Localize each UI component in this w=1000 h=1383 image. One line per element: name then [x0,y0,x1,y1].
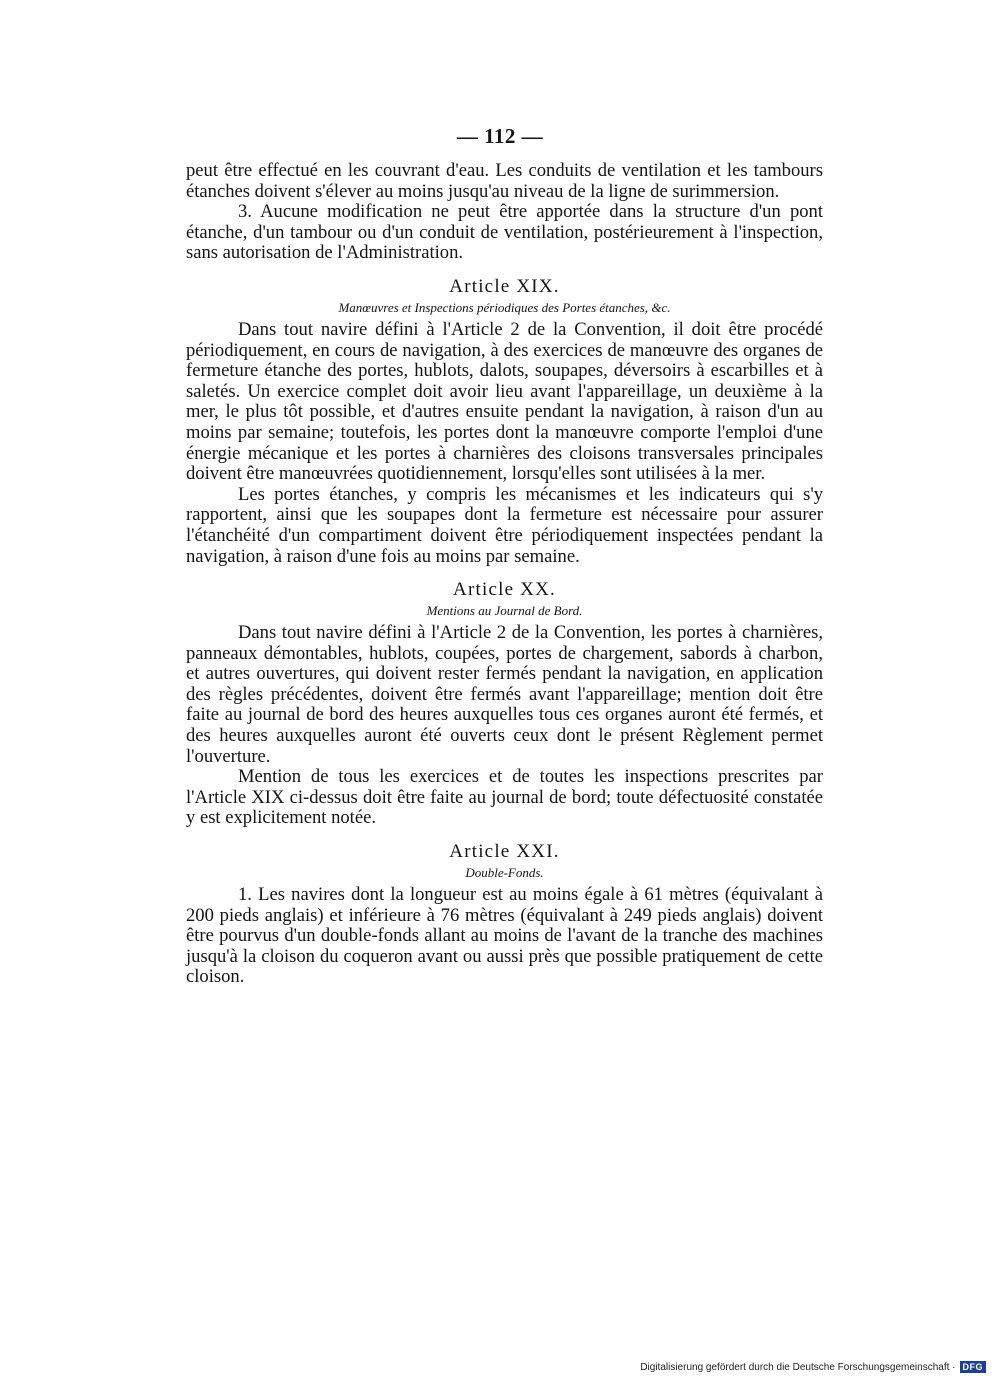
paragraph: Dans tout navire défini à l'Article 2 de la Convention, il doit être procédé périodiquement, en cours de navigation, à des exercices de manœuvre des organes de fermeture étanche des portes, hublots, dalots, soupapes, déversoirs à escarbilles et à saletés. Un exercice complet doit avoir lieu avant l'appareillage, un deuxième à la mer, le plus tôt possible, et d'autres ensuite pendant la navigation, à raison d'un au moins par semaine; toutefois, les portes dont la manœuvre comporte l'emploi d'une énergie mécanique et les portes à charnières des cloisons transversales principales doivent être manœuvrées quotidiennement, lorsqu'elles sont utilisées à la mer. [186,318,823,485]
article-heading: Article XXI. [449,841,560,863]
paragraph: 1. Les navires dont la longueur est au moins égale à 61 mètres (équivalant à 200 pieds anglais) et inférieure à 76 mètres (équivalant à 249 pieds anglais) doivent être pourvus d'un double-fonds allant au moins de l'avant de la tranche des machines jusqu'à la cloison du coqueron avant ou aussi près que possible pratiquement de cette cloison. [186,884,823,988]
dfg-logo: DFG [960,1361,987,1373]
paragraph: Mention de tous les exercices et de toutes les inspections prescrites par l'Article XIX ci-dessus doit être faite au journal de bord; toute défectuosité constatée y est explicitement notée. [186,766,823,829]
article-heading: Article XIX. [449,275,560,297]
body-text [186,161,823,988]
article-subtitle: Mentions au Journal de Bord. [426,603,583,619]
paragraph: peut être effectué en les couvrant d'eau. Les conduits de ventilation et les tambours étanches doivent s'élever au moins jusqu'au niveau de la ligne de surimmersion. [186,160,823,202]
article-subtitle: Double-Fonds. [465,865,544,881]
digitization-footer [640,1361,986,1373]
article-heading: Article XX. [453,579,556,601]
article-subtitle: Manœuvres et Inspections périodiques des Portes étanches, &c. [338,299,671,315]
footer-text: Digitalisierung gefördert durch die Deutsche Forschungsgemeinschaft · [640,1361,956,1373]
paragraph: Les portes étanches, y compris les mécanismes et les indicateurs qui s'y rapportent, ainsi que les soupapes dont la fermeture est nécessaire pour assurer l'étanchéité d'un compartiment doivent être périodiquement inspectées pendant la navigation, à raison d'une fois au moins par semaine. [186,483,823,567]
paragraph: Dans tout navire défini à l'Article 2 de la Convention, les portes à charnières, panneaux démontables, hublots, coupées, portes de chargement, sabords à charbon, et autres ouvertures, qui doivent rester fermés pendant la navigation, en application des règles précédentes, doivent être fermés avant l'appareillage; mention doit être faite au journal de bord des heures auxquelles tous ces organes auront été fermés, et des heures auxquelles auront été ouverts ceux dont le présent Règlement permet l'ouverture. [186,622,823,767]
paragraph: 3. Aucune modification ne peut être apportée dans la structure d'un pont étanche, d'un tambour ou d'un conduit de ventilation, postérieurement à l'inspection, sans autorisation de l'Administration. [186,201,823,264]
page-number: — 112 — [456,124,544,148]
